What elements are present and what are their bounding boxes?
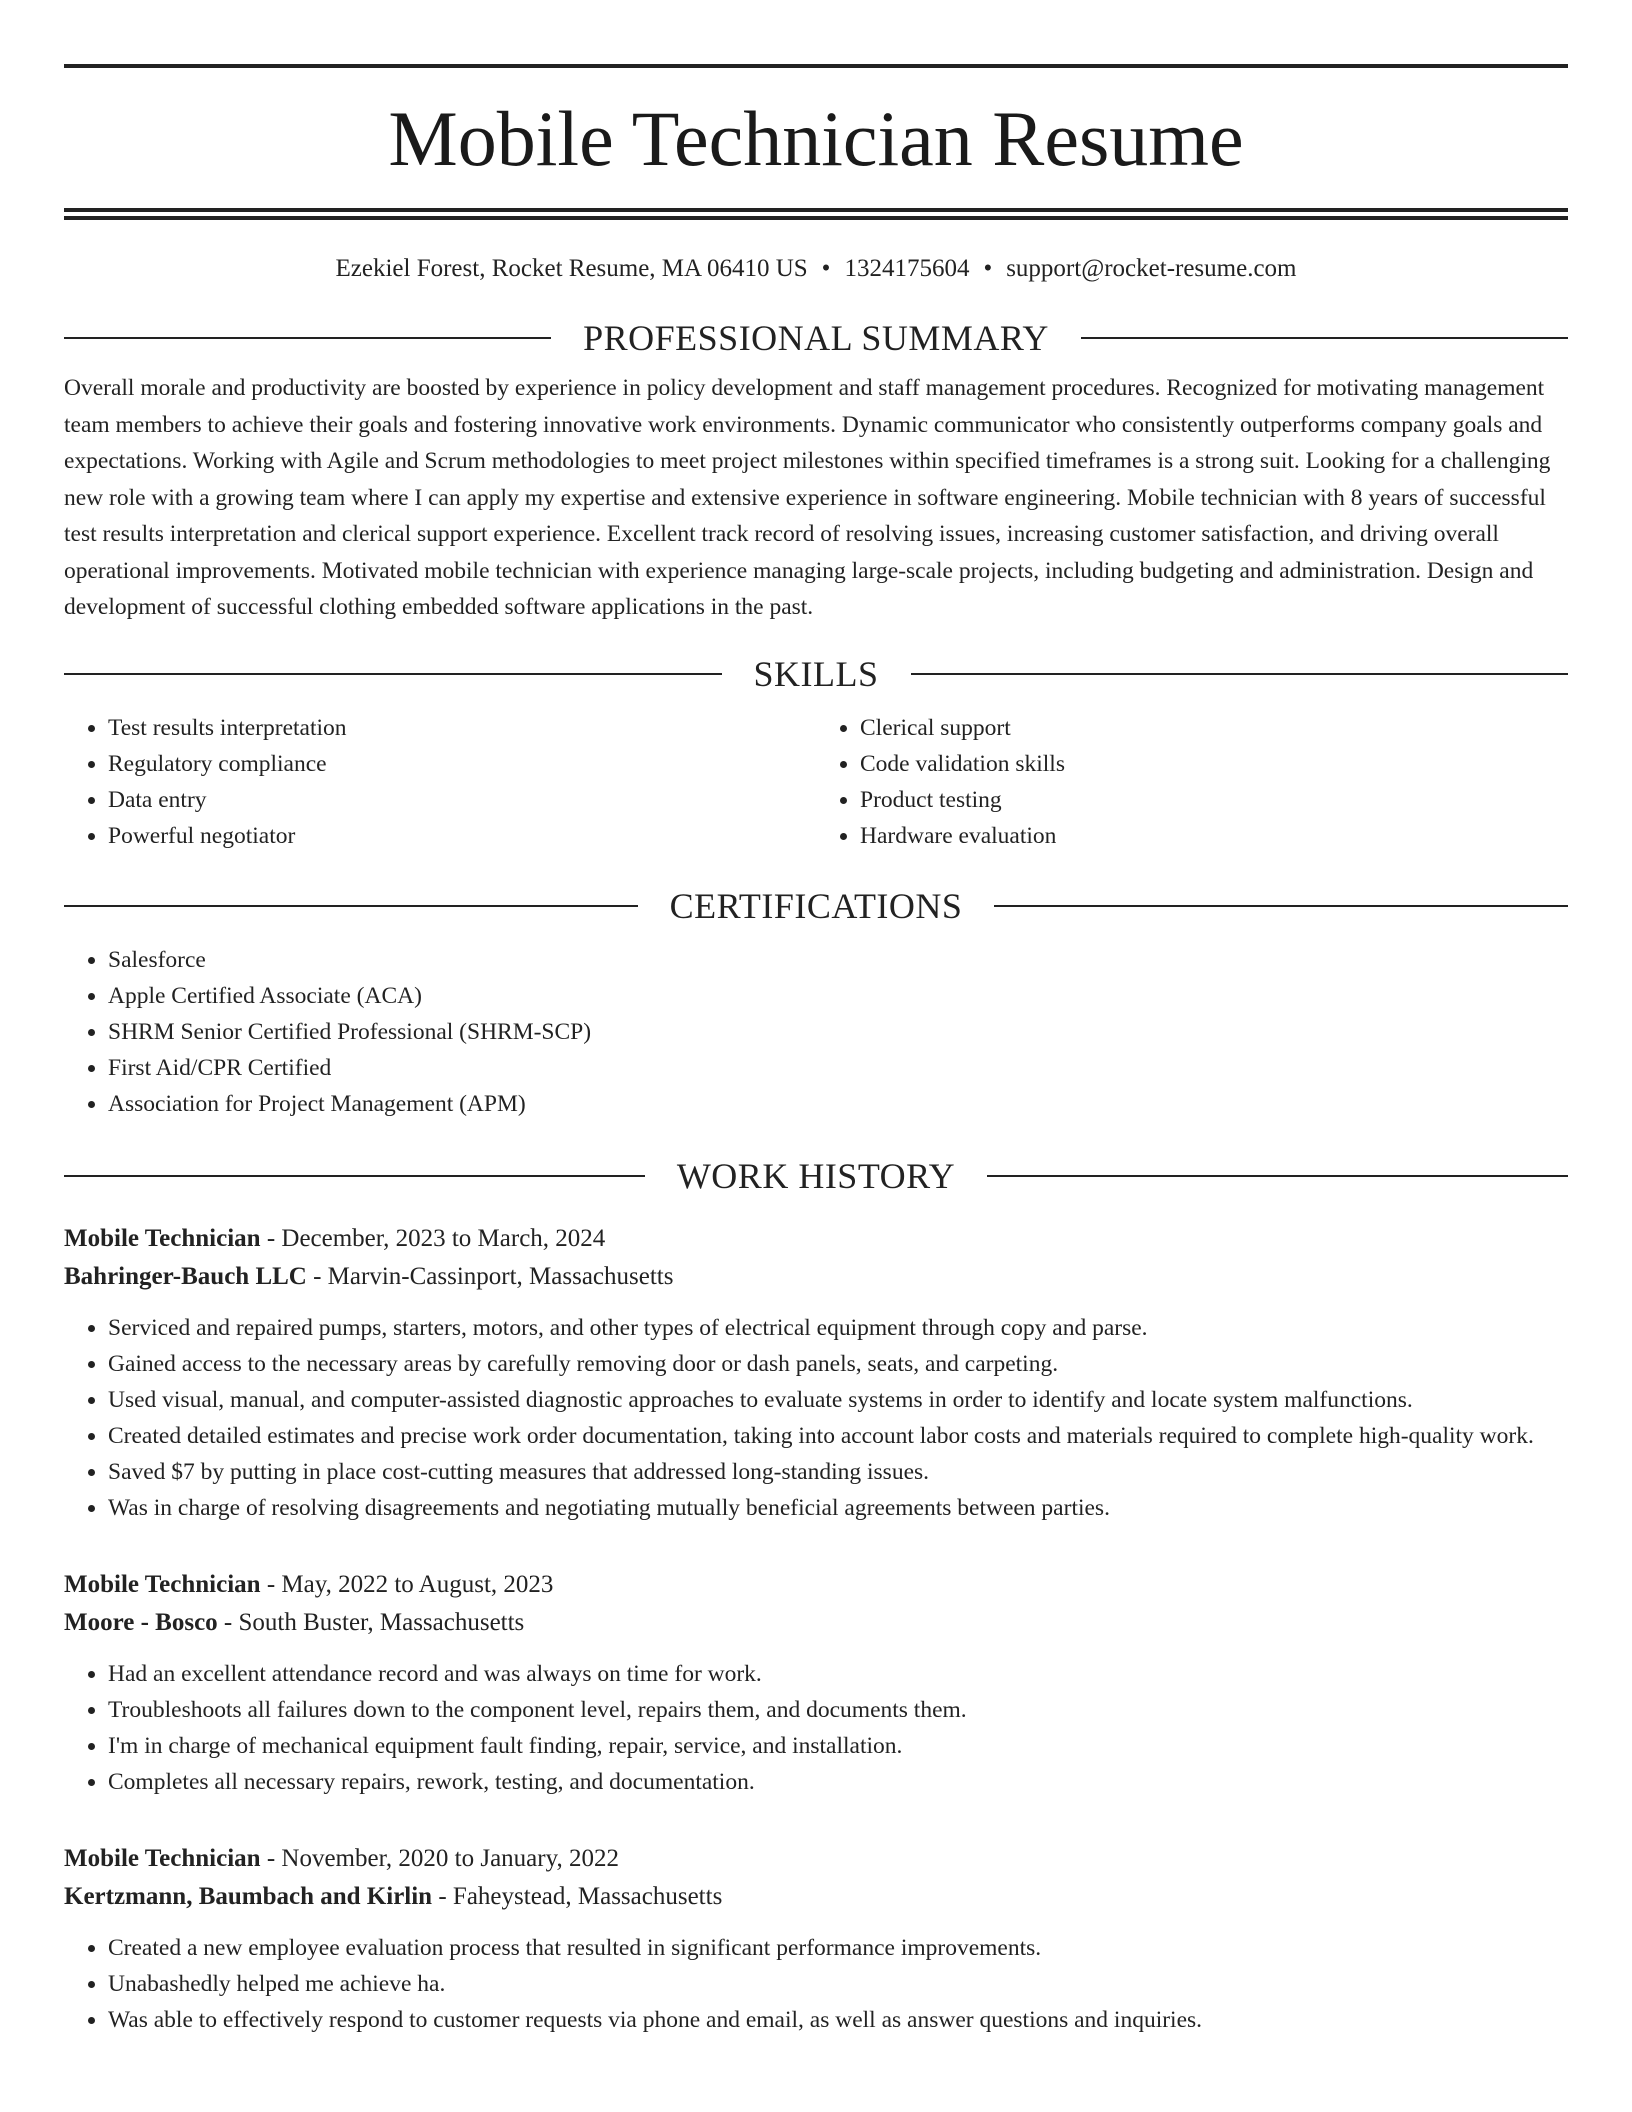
divider bbox=[64, 905, 638, 907]
certification-item: • Salesforce bbox=[108, 942, 1568, 978]
section-heading-certifications bbox=[64, 885, 1568, 926]
section-heading-work-history bbox=[64, 1155, 1568, 1196]
job-location: - Faheystead, Massachusetts bbox=[432, 1882, 723, 1910]
skill-item: • Powerful negotiator bbox=[108, 818, 816, 854]
job-title: Mobile Technician bbox=[64, 1570, 261, 1598]
summary-text: Overall morale and productivity are boosted by experience in policy development and staff management procedures. Recognized for motivating management team members to achieve their goals and fostering innovative work environments. Dynamic communicator who consistently outperforms company goals and expectations. Working with Agile and Scrum methodologies to meet project milestones within specified timeframes is a strong suit. Looking for a challenging new role with a growing team where I can apply my expertise and extensive experience in software engineering. Mobile technician with 8 years of successful test results interpretation and clerical support experience. Excellent track record of resolving issues, increasing customer satisfaction, and driving overall operational improvements. Motivated mobile technician with experience managing large-scale projects, including budgeting and administration. Design and development of successful clothing embedded software applications in the past. bbox=[64, 375, 1551, 620]
resume-page bbox=[64, 64, 1568, 2038]
section-title: WORK HISTORY bbox=[676, 1155, 956, 1196]
job-dates: - December, 2023 to March, 2024 bbox=[260, 1224, 606, 1252]
job-title-line bbox=[64, 1566, 1568, 1604]
divider bbox=[987, 1175, 1568, 1177]
divider bbox=[64, 673, 722, 675]
job-title-line bbox=[64, 1220, 1568, 1258]
contact-email: support@rocket-resume.com bbox=[1006, 255, 1297, 282]
divider bbox=[911, 673, 1569, 675]
job-title: Mobile Technician bbox=[64, 1844, 261, 1872]
job-title-line bbox=[64, 1840, 1568, 1878]
section-title: CERTIFICATIONS bbox=[669, 885, 963, 926]
job-company-line bbox=[64, 1878, 1568, 1916]
skill-item: • Product testing bbox=[860, 782, 1568, 818]
certification-item: • Association for Project Management (APM) bbox=[108, 1086, 1568, 1122]
title-double-rule bbox=[64, 208, 1568, 220]
certifications-list bbox=[64, 942, 1568, 1122]
job-bullet: • Serviced and repaired pumps, starters, motors, and other types of electrical equipment through copy and parse. bbox=[108, 1310, 1568, 1346]
contact-separator: • bbox=[821, 255, 831, 282]
skill-item: • Regulatory compliance bbox=[108, 746, 816, 782]
job-company: Bahringer-Bauch LLC bbox=[64, 1262, 307, 1290]
job-entry bbox=[64, 1566, 1568, 1800]
job-bullets bbox=[64, 1310, 1568, 1526]
job-company: Kertzmann, Baumbach and Kirlin bbox=[64, 1882, 433, 1910]
section-heading-summary bbox=[64, 320, 1568, 356]
contact-phone: 1324175604 bbox=[844, 255, 970, 282]
job-bullet: • Troubleshoots all failures down to the component level, repairs them, and documents them. bbox=[108, 1692, 1568, 1728]
job-company-line bbox=[64, 1604, 1568, 1642]
job-bullet: • Saved $7 by putting in place cost-cutting measures that addressed long-standing issues. bbox=[108, 1454, 1568, 1490]
divider bbox=[64, 337, 551, 339]
certification-item: • SHRM Senior Certified Professional (SHRM-SCP) bbox=[108, 1014, 1568, 1050]
divider bbox=[1081, 337, 1568, 339]
contact-address: Ezekiel Forest, Rocket Resume, MA 06410 US bbox=[335, 255, 808, 282]
job-location: - Marvin-Cassinport, Massachusetts bbox=[306, 1262, 674, 1290]
job-dates: - November, 2020 to January, 2022 bbox=[260, 1844, 619, 1872]
skills-column-left bbox=[64, 710, 816, 854]
top-rule bbox=[64, 64, 1568, 68]
job-bullet: • Completes all necessary repairs, rework, testing, and documentation. bbox=[108, 1764, 1568, 1800]
job-bullet: • Was able to effectively respond to customer requests via phone and email, as well as answer questions and inquiries. bbox=[108, 2002, 1568, 2038]
contact-separator: • bbox=[983, 255, 993, 282]
page-title: Mobile Technician Resume bbox=[388, 95, 1244, 182]
job-bullet: • Used visual, manual, and computer-assisted diagnostic approaches to evaluate systems in order to identify and locate system malfunctions. bbox=[108, 1382, 1568, 1418]
skill-item: • Test results interpretation bbox=[108, 710, 816, 746]
certification-item: • Apple Certified Associate (ACA) bbox=[108, 978, 1568, 1014]
job-title: Mobile Technician bbox=[64, 1224, 261, 1252]
skill-item: • Code validation skills bbox=[860, 746, 1568, 782]
job-bullet: • Had an excellent attendance record and was always on time for work. bbox=[108, 1656, 1568, 1692]
divider bbox=[994, 905, 1568, 907]
section-title: PROFESSIONAL SUMMARY bbox=[583, 318, 1049, 358]
job-company-line bbox=[64, 1258, 1568, 1296]
skill-item: • Clerical support bbox=[860, 710, 1568, 746]
job-bullets bbox=[64, 1656, 1568, 1800]
divider bbox=[64, 1175, 645, 1177]
section-title: SKILLS bbox=[753, 653, 879, 694]
job-bullet: • Created detailed estimates and precise work order documentation, taking into account labor costs and materials required to complete high-quality work. bbox=[108, 1418, 1568, 1454]
skills-column-right bbox=[816, 710, 1568, 854]
job-bullet: • I'm in charge of mechanical equipment fault finding, repair, service, and installation. bbox=[108, 1728, 1568, 1764]
job-dates: - May, 2022 to August, 2023 bbox=[260, 1570, 554, 1598]
job-bullet: • Was in charge of resolving disagreements and negotiating mutually beneficial agreements between parties. bbox=[108, 1490, 1568, 1526]
job-bullet: • Unabashedly helped me achieve ha. bbox=[108, 1966, 1568, 2002]
job-location: - South Buster, Massachusetts bbox=[217, 1608, 525, 1636]
contact-line bbox=[64, 254, 1568, 284]
job-bullet: • Gained access to the necessary areas by carefully removing door or dash panels, seats, and carpeting. bbox=[108, 1346, 1568, 1382]
job-company: Moore - Bosco bbox=[64, 1608, 218, 1636]
skill-item: • Hardware evaluation bbox=[860, 818, 1568, 854]
job-entry bbox=[64, 1840, 1568, 2038]
certification-item: • First Aid/CPR Certified bbox=[108, 1050, 1568, 1086]
section-heading-skills bbox=[64, 653, 1568, 694]
job-bullet: • Created a new employee evaluation process that resulted in significant performance improvements. bbox=[108, 1930, 1568, 1966]
job-entry bbox=[64, 1220, 1568, 1526]
skills-list bbox=[64, 710, 1568, 854]
job-bullets bbox=[64, 1930, 1568, 2038]
skill-item: • Data entry bbox=[108, 782, 816, 818]
